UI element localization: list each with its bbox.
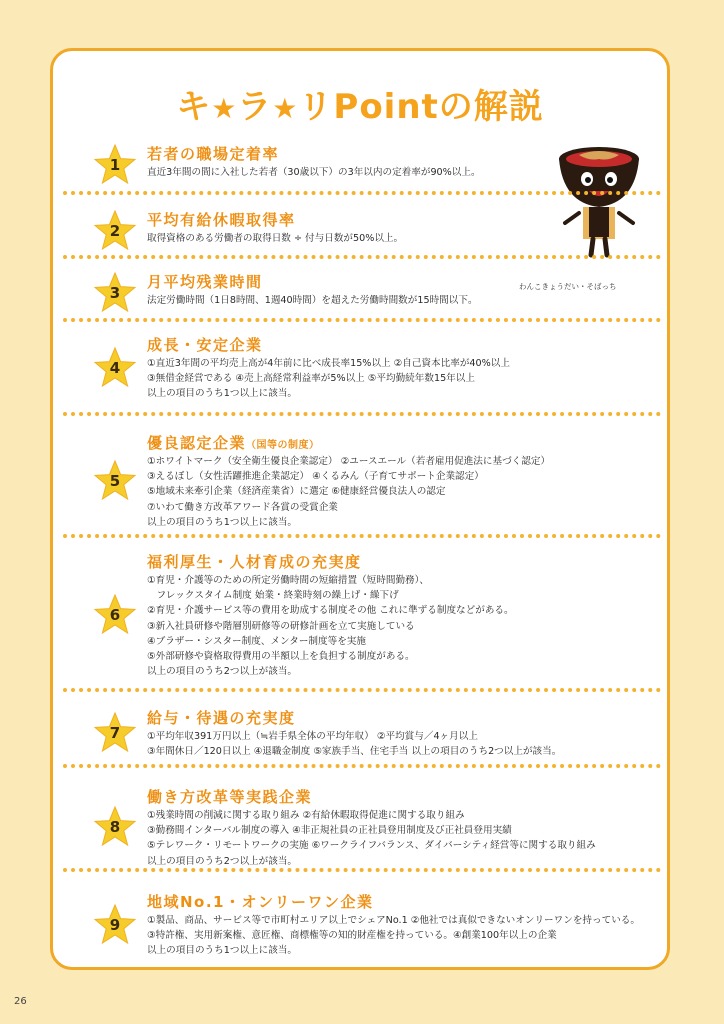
star-number-badge (93, 459, 137, 503)
description-line: ③無借金経営である ④売上高経常利益率が5%以上 ⑤平均勤続年数15年以上 (147, 373, 475, 385)
dotted-divider (63, 534, 661, 538)
description-line: ④ブラザー・シスター制度、メンター制度等を実施 (147, 635, 366, 647)
star-number-badge (93, 346, 137, 390)
dotted-divider (63, 318, 661, 322)
star-number-badge (93, 143, 137, 187)
point-heading-text: 働き方改革等実践企業 (147, 788, 313, 806)
point-heading-text: 月平均残業時間 (147, 273, 263, 291)
description-line: ①育児・介護等のための所定労働時間の短縮措置（短時間勤務）、 (147, 575, 430, 586)
content-card (50, 48, 670, 970)
point-description (147, 808, 647, 869)
dotted-divider (63, 255, 661, 259)
title-part: ラ (237, 87, 273, 127)
description-line: 取得資格のある労働者の取得日数 ÷ 付与日数が50%以上。 (147, 233, 404, 244)
description-line: 以上の項目のうち1つ以上に該当。 (147, 516, 298, 528)
star-icon: ★ (211, 92, 238, 125)
point-description (147, 913, 647, 959)
point-number: 6 (109, 606, 121, 625)
point-heading-text: 給与・待遇の充実度 (147, 709, 296, 727)
star-number-badge (93, 271, 137, 315)
description-line: ③えるぼし（女性活躍推進企業認定） ④くるみん（子育てサポート企業認定） (147, 471, 484, 483)
title-part: キ (176, 87, 212, 127)
point-heading (147, 891, 374, 912)
point-heading (147, 209, 296, 230)
description-line: ①残業時間の削減に関する取り組み ②有給休暇取得促進に関する取り組み (147, 810, 465, 821)
description-line: ③勤務間インターバル制度の導入 ④非正規社員の正社員登用制度及び正社員登用実績 (147, 825, 512, 837)
title-part: リPoint (298, 87, 439, 127)
point-heading (147, 271, 263, 292)
description-line: ⑤外部研修や資格取得費用の半額以上を負担する制度がある。 (147, 651, 415, 663)
description-line: 法定労働時間（1日8時間、1週40時間）を超えた労働時間数が15時間以下。 (147, 295, 478, 306)
dotted-divider (63, 688, 661, 692)
description-line: ②育児・介護サービス等の費用を助成する制度その他 これに準ずる制度などがある。 (147, 605, 514, 617)
description-line: ①ホワイトマーク（安全衛生優良企業認定） ②ユースエール（若者雇用促進法に基づく認定） (147, 456, 551, 467)
page-number: 26 (14, 996, 27, 1007)
point-number: 5 (109, 472, 121, 490)
point-heading (147, 551, 362, 572)
point-number: 2 (109, 222, 121, 240)
dotted-divider (63, 191, 661, 195)
point-number: 4 (109, 358, 121, 377)
point-description (147, 454, 647, 530)
dotted-divider (63, 412, 661, 416)
point-heading-text: 地域No.1・オンリーワン企業 (147, 893, 374, 911)
dotted-divider (63, 868, 661, 872)
star-number-badge (93, 711, 137, 755)
star-icon: ★ (272, 92, 299, 125)
point-number: 9 (109, 915, 121, 934)
description-line: ③特許権、実用新案権、意匠権、商標権等の知的財産権を持っている。④創業100年以上の企業 (147, 930, 557, 942)
description-line: 以上の項目のうち2つ以上が該当。 (147, 855, 298, 867)
point-description (147, 356, 647, 402)
point-description (147, 231, 647, 246)
description-line: ①平均年収391万円以上（≒岩手県全体の平均年収） ②平均賞与／4ヶ月以上 (147, 731, 478, 742)
description-line: ③新入社員研修や階層別研修等の研修計画を立て実施している (147, 620, 415, 632)
description-line: 以上の項目のうち1つ以上に該当。 (147, 388, 298, 400)
point-description (147, 293, 647, 308)
description-line: フレックスタイム制度 始業・終業時刻の繰上げ・繰下げ (147, 590, 399, 602)
point-heading-text: 平均有給休暇取得率 (147, 211, 296, 229)
point-number: 1 (109, 156, 121, 174)
point-heading (147, 334, 263, 355)
description-line: ⑦いわて働き方改革アワード各賞の受賞企業 (147, 501, 338, 513)
point-number: 3 (109, 284, 121, 302)
description-line: ③年間休日／120日以上 ④退職金制度 ⑤家族手当、住宅手当 以上の項目のうち2つ以上が該当。 (147, 746, 562, 758)
point-heading-note: （国等の制度） (246, 440, 320, 451)
description-line: ⑤地域未来牽引企業（経済産業省）に選定 ⑥健康経営優良法人の認定 (147, 486, 446, 498)
description-line: 以上の項目のうち2つ以上が該当。 (147, 666, 298, 678)
point-number: 7 (109, 724, 121, 743)
point-heading (147, 143, 279, 164)
point-description (147, 573, 647, 679)
description-line: ①製品、商品、サービス等で市町村エリア以上でシェアNo.1 ②他社では真似できないオンリーワンを持っている。 (147, 915, 640, 926)
title-part: の解説 (438, 87, 544, 127)
point-description (147, 729, 647, 759)
star-number-badge (93, 593, 137, 637)
point-heading-text: 福利厚生・人材育成の充実度 (147, 553, 362, 571)
star-number-badge (93, 903, 137, 947)
mascot-caption: わんこきょうだい・そばっち (519, 282, 617, 291)
point-heading (147, 707, 296, 728)
description-line: ①直近3年間の平均売上高が4年前に比べ成長率15%以上 ②自己資本比率が40%以上 (147, 358, 510, 369)
star-number-badge (93, 209, 137, 253)
point-number: 8 (109, 818, 121, 837)
point-heading (147, 432, 320, 453)
point-description (147, 165, 647, 180)
description-line: ⑤テレワーク・リモートワークの実施 ⑥ワークライフバランス、ダイバーシティ経営等に関する取り組み (147, 840, 596, 852)
point-heading-text: 優良認定企業 (147, 434, 247, 452)
point-heading-text: 若者の職場定着率 (147, 145, 280, 163)
dotted-divider (63, 764, 661, 768)
description-line: 以上の項目のうち1つ以上に該当。 (147, 945, 298, 957)
description-line: 直近3年間の間に入社した若者（30歳以下）の3年以内の定着率が90%以上。 (147, 167, 481, 178)
point-heading-text: 成長・安定企業 (147, 336, 263, 354)
point-heading (147, 786, 312, 807)
star-number-badge (93, 805, 137, 849)
page-title (53, 79, 667, 128)
